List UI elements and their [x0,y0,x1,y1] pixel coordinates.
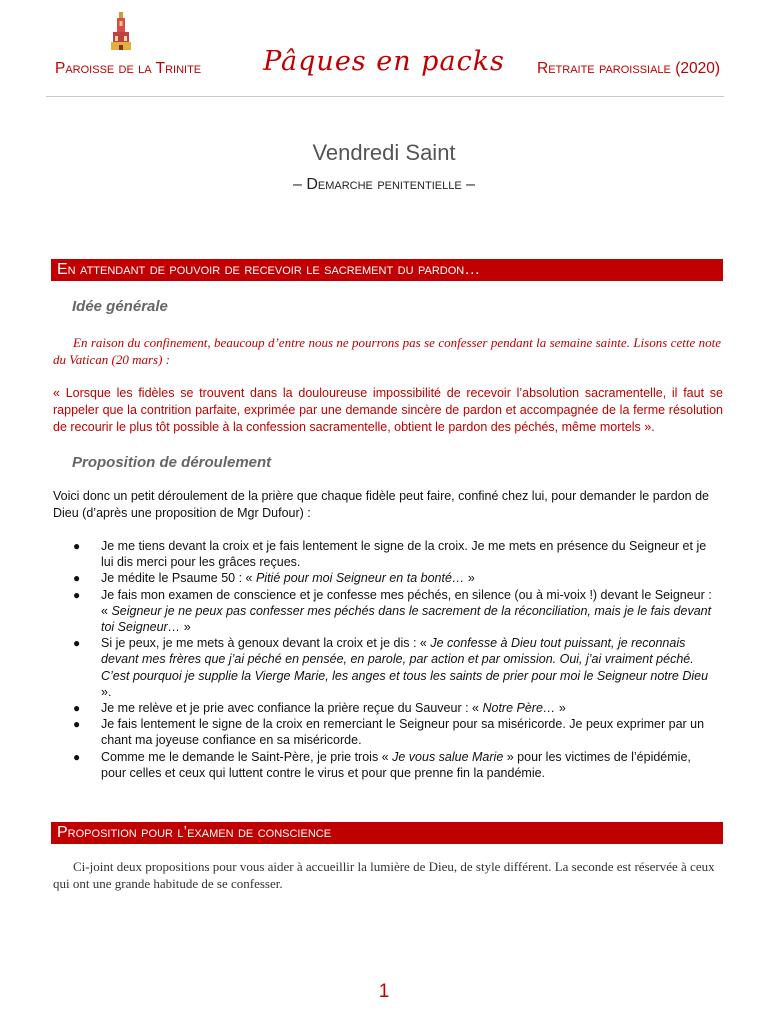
prayer-steps-list [73,538,719,781]
prayer-intro: Voici donc un petit déroulement de la prière que chaque fidèle peut faire, confiné chez lui, pour demander le pardon de Dieu (d’après une proposition de Mgr Dufour) : [53,489,709,520]
bullet-icon: ● [73,587,81,602]
section-heading-examination: Proposition pour l’examen de conscience [51,822,723,844]
list-item: ● Je fais lentement le signe de la croix en remerciant le Seigneur pour sa miséricorde. Je peux exprimer par un chant ma joyeuse confiance en sa miséricorde. [73,717,705,748]
retreat-title: Pâques en packs [263,46,505,77]
examination-intro: Ci-joint deux propositions pour vous aider à accueillir la lumière de Dieu, de style différent. La seconde est réservée à ceux qui ont une grande habitude de se confesser. [53,859,715,891]
parish-name: Paroisse de la Trinite [55,60,202,77]
list-item: ● Je médite le Psaume 50 : « Pitié pour moi Seigneur en ta bonté… » [73,571,475,586]
list-item: ● Si je peux, je me mets à genoux devant la croix et je dis : « Je confesse à Dieu tout puissant, je reconnais devant mes frères que j’ai péché en pensée, en parole, par action et par omission. Oui, j’ai vraiment péché. C’est pourquoi je supplie la Vierge Marie, les anges et tous les saints de prier pour moi le Seigneur notre Dieu ». [73,636,709,699]
bullet-icon: ● [73,636,81,651]
retreat-label: Retraite paroissiale (2020) [537,60,720,77]
page-number: 1 [378,981,390,1002]
list-item: ● Comme me le demande le Saint-Père, je prie trois « Je vous salue Marie » pour les victimes de l’épidémie, pour celles et ceux qui luttent contre le virus et pour que prenne fin la pandémie. [73,749,691,780]
vatican-note-intro: En raison du confinement, beaucoup d’entre nous ne pourrons pas se confesser pendant la semaine sainte. Lisons cette note du Vatican (20 mars) : [53,335,721,367]
section-heading-pardon: En attendant de pouvoir de recevoir le sacrement du pardon… [51,259,723,281]
vatican-quote: « Lorsque les fidèles se trouvent dans la douloureuse impossibilité de recevoir l’absolution sacramentelle, il faut se rappeler que la contrition parfaite, exprimée par une demande sincère de pardon et accompagnée de la ferme résolution de recourir le plus tôt possible à la confession sacramentelle, obtient le pardon des péchés, même mortels ». [53,386,723,434]
page-title: Vendredi Saint [312,140,456,165]
page-subtitle: – Demarche penitentielle – [292,176,476,193]
bullet-icon: ● [73,701,81,716]
bullet-icon: ● [73,749,81,764]
list-item: ● Je me relève et je prie avec confiance la prière reçue du Sauveur : « Notre Père… » [73,701,566,716]
bullet-icon: ● [73,571,81,586]
bullet-icon: ● [73,539,81,553]
subheading-general-idea: Idée générale [72,298,168,315]
list-item: ● Je me tiens devant la croix et je fais lentement le signe de la croix. Je me mets en présence du Seigneur et je lui dis merci pour les grâces reçues. [73,539,707,570]
list-item: ● Je fais mon examen de conscience et je confesse mes péchés, en silence (ou à mi-voix !) devant le Seigneur : « Seigneur je ne peux pas confesser mes péchés dans le sacrement de la réconciliation, mais je le fais devant toi Seigneur… » [73,587,712,635]
subheading-proposal: Proposition de déroulement [72,454,272,471]
bullet-icon: ● [73,717,81,732]
header-divider [46,96,724,97]
